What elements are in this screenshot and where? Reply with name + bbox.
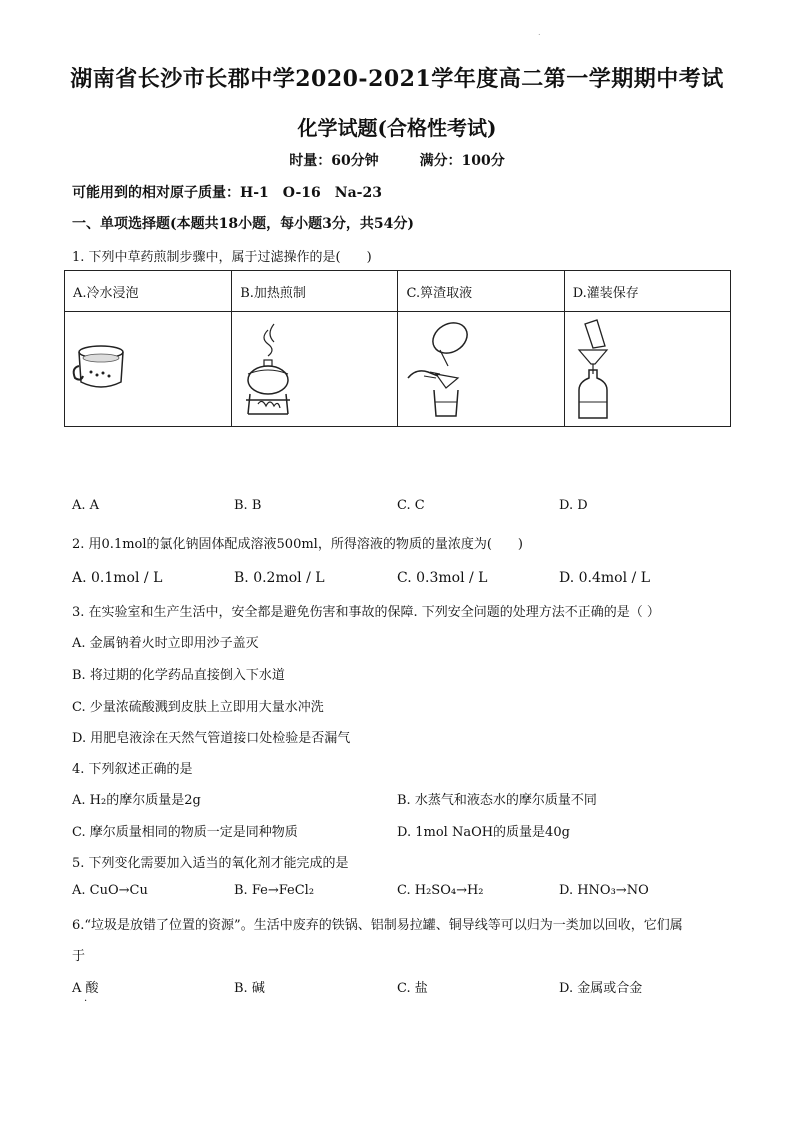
exam-title: 湖南省长沙市长郡中学2020-2021学年度高二第一学期期中考试: [70, 66, 724, 92]
q2-option-d: D. 0.4mol / L: [559, 570, 650, 586]
q4-option-a: A. H₂的摩尔质量是2g: [72, 793, 201, 808]
q1-stem: 1. 下列中草药煎制步骤中，属于过滤操作的是( ): [72, 250, 372, 265]
section-heading: 一、单项选择题(本题共18小题，每小题3分，共54分): [72, 216, 414, 232]
q1-cell-d: [564, 312, 730, 427]
q6-stem-line2: 于: [72, 949, 86, 964]
soaking-pot-icon: [71, 338, 141, 398]
q2-option-a: A. 0.1mol / L: [72, 570, 163, 586]
q1-option-c: C. C: [397, 498, 425, 513]
q1-option-d: D. D: [559, 498, 588, 513]
q6-option-a: A 酸: [72, 981, 99, 996]
q4-stem: 4. 下列叙述正确的是: [72, 762, 193, 777]
exam-subtitle: 化学试题(合格性考试): [297, 116, 497, 140]
bottling-icon: [571, 318, 621, 422]
q1-option-a: A. A: [72, 498, 100, 513]
q2-option-c: C. 0.3mol / L: [397, 570, 488, 586]
q3-stem: 3. 在实验室和生产生活中，安全都是避免伤害和事故的保障. 下列安全问题的处理方法不正确的是（ ）: [72, 605, 660, 620]
q1-cell-c: [398, 312, 564, 427]
q4-option-d: D. 1mol NaOH的质量是40g: [397, 825, 570, 840]
q6-option-d: D. 金属或合金: [559, 981, 643, 996]
q5-option-c: C. H₂SO₄→H₂: [397, 883, 484, 898]
q4-option-b: B. 水蒸气和液态水的摩尔质量不同: [397, 793, 597, 808]
q1-option-b: B. B: [234, 498, 262, 513]
atomic-masses: 可能用到的相对原子质量：H-1 O-16 Na-23: [72, 185, 382, 201]
q3-option-a: A. 金属钠着火时立即用沙子盖灭: [72, 636, 259, 651]
q1-header-d: D.灌装保存: [564, 271, 730, 312]
q4-option-c: C. 摩尔质量相同的物质一定是同种物质: [72, 825, 298, 840]
q1-header-b: B.加热煎制: [232, 271, 398, 312]
q1-header-c: C.箅渣取液: [398, 271, 564, 312]
q6-option-b: B. 碱: [234, 981, 265, 996]
page-dot: .: [538, 28, 541, 37]
q1-cell-b: [232, 312, 398, 427]
q1-header-a: A.冷水浸泡: [65, 271, 232, 312]
exam-meta: [0, 150, 794, 170]
q3-option-d: D. 用肥皂液涂在天然气管道接口处检验是否漏气: [72, 731, 351, 746]
q5-stem: 5. 下列变化需要加入适当的氧化剂才能完成的是: [72, 856, 349, 871]
filtering-icon: [406, 316, 486, 420]
heating-pot-icon: [238, 322, 298, 422]
exam-score: 满分：100分: [419, 153, 505, 169]
q3-option-b: B. 将过期的化学药品直接倒入下水道: [72, 668, 285, 683]
q5-option-a: A. CuO→Cu: [72, 883, 148, 898]
stray-dot: .: [84, 993, 88, 1004]
q5-option-d: D. HNO₃→NO: [559, 883, 649, 898]
exam-time: 时量：60分钟: [289, 153, 379, 169]
q3-option-c: C. 少量浓硫酸溅到皮肤上立即用大量水冲洗: [72, 700, 324, 715]
q5-option-b: B. Fe→FeCl₂: [234, 883, 315, 898]
q2-stem: 2. 用0.1mol的氯化钠固体配成溶液500ml，所得溶液的物质的量浓度为( ): [72, 537, 523, 552]
q2-option-b: B. 0.2mol / L: [234, 570, 325, 586]
q6-option-c: C. 盐: [397, 981, 428, 996]
q1-figure-table: [64, 270, 731, 427]
q1-cell-a: [65, 312, 232, 427]
q6-stem-line1: 6.“垃圾是放错了位置的资源”。生活中废弃的铁锅、铝制易拉罐、铜导线等可以归为一类加以回收，它们属: [72, 918, 683, 933]
